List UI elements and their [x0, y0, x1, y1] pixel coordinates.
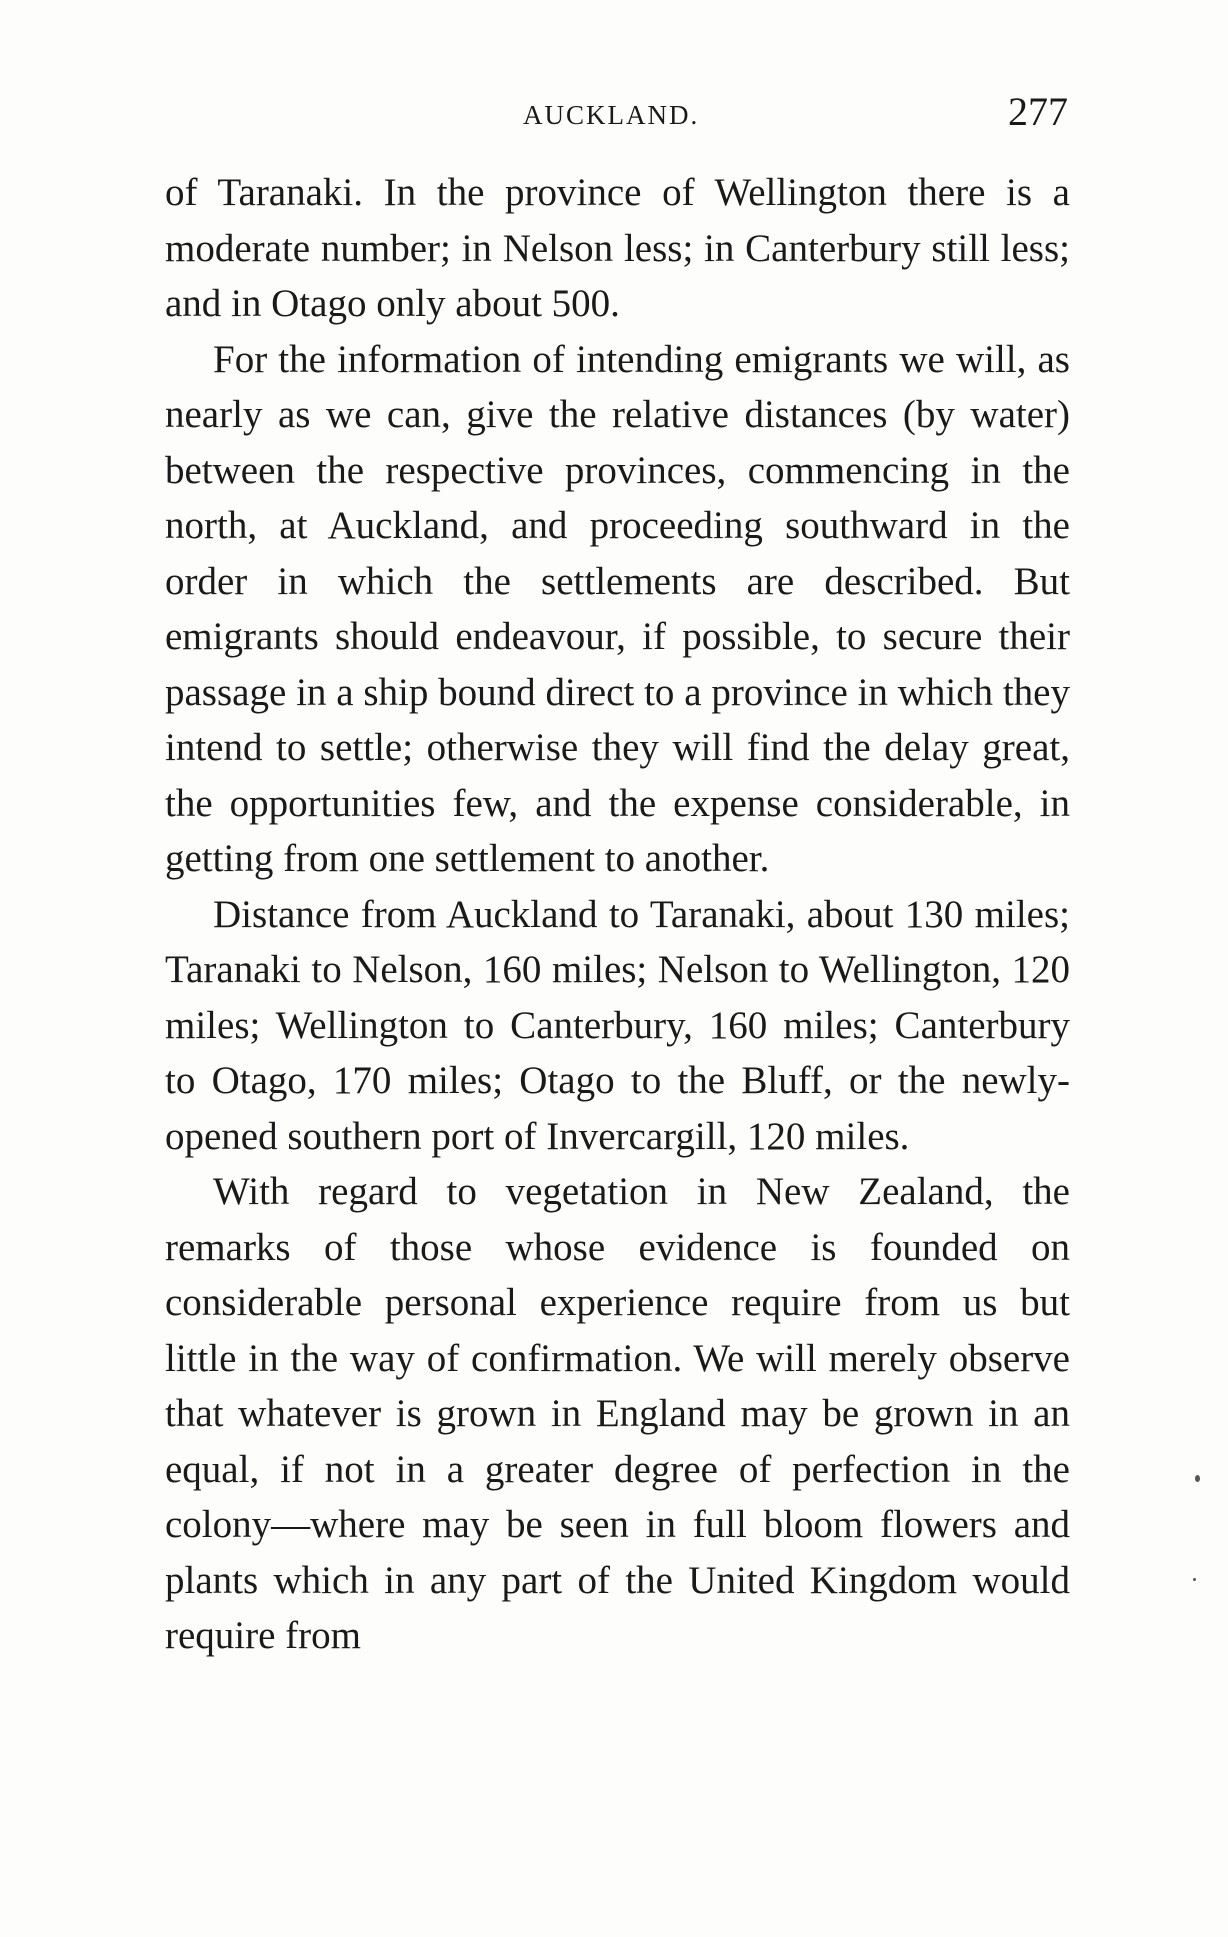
ink-speck [1195, 1475, 1200, 1482]
page-number: 277 [1008, 89, 1068, 134]
paragraph-4: With regard to vegetation in New Zealand, the remarks of those whose evidence is founded on considerable personal experience require from us but little in the way of confirmation. We will merely observe that whatever is grown in England may be grown in an equal, if not in a greater degree of perfection in the colony—where may be seen in full bloom flowers and plants which in any part of the United Kingdom would require from [165, 1170, 1070, 1657]
paragraph-1: of Taranaki. In the province of Wellington there is a moderate number; in Nelson less; in Canterbury still less; and in Otago only about 500. [165, 171, 1070, 325]
ink-speck [1193, 1578, 1196, 1581]
paragraph-3: Distance from Auckland to Taranaki, about 130 miles; Taranaki to Nelson, 160 miles; Nelson to Wellington, 120 miles; Wellington to Canterbury, 160 miles; Canterbury to Otago, 170 miles; Otago to the Bluff, or the newly-opened southern port of Invercargill, 120 miles. [165, 892, 1070, 1158]
paragraph-2: For the information of intending emigrants we will, as nearly as we can, give the relative distances (by water) between the respective provinces, commencing in the north, at Auckland, and proceeding southward in the order in which the settlements are described. But emigrants should endeavour, if possible, to secure their passage in a ship bound direct to a province in which they intend to settle; otherwise they will find the delay great, the opportunities few, and the expense considerable, in getting from one settlement to another. [165, 337, 1070, 880]
running-title: AUCKLAND. [523, 100, 700, 130]
body-text [165, 165, 1070, 1664]
running-head [168, 88, 1068, 148]
